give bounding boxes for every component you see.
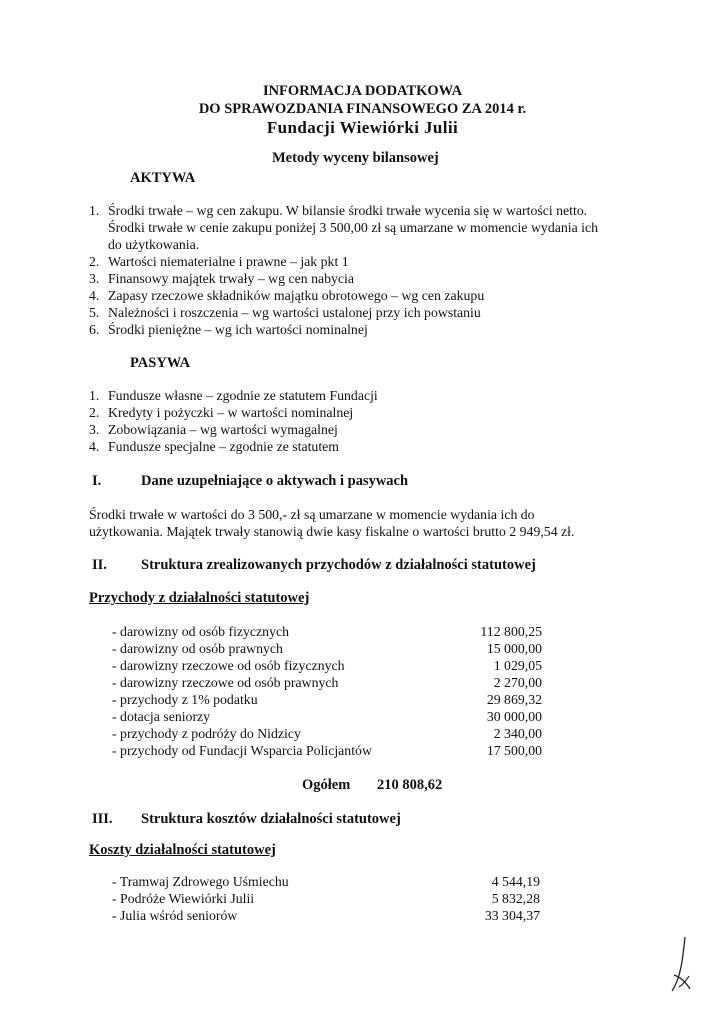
list-item-text: Środki trwałe – wg cen zakupu. W bilansie środki trwałe wycenia się w wartości netto. [108,203,588,218]
table-row-amount: 1 029,05 [493,658,542,673]
list-number: 1. [89,388,100,403]
list-item-text: Wartości niematerialne i prawne – jak pkt 1 [108,254,349,269]
handwritten-initial-mark [668,935,696,995]
section-1-title: Dane uzupełniające o aktywach i pasywach [141,473,409,489]
list-number: 3. [89,422,100,437]
pasywa-heading: PASYWA [130,355,191,371]
section-2-subheading: Przychody z działalności statutowej [89,590,310,606]
list-item-text: Należności i roszczenia – wg wartości ustalonej przy ich powstaniu [108,305,481,320]
doc-subtitle: Metody wyceny bilansowej [272,150,439,166]
table-row-label: - przychody od Fundacji Wsparcia Policjantów [112,743,372,758]
table-row-label: - darowizny rzeczowe od osób prawnych [112,675,339,690]
list-number: 1. [89,203,100,218]
list-item-text: Fundusze własne – zgodnie ze statutem Fundacji [108,388,378,403]
table-row-label: - dotacja seniorzy [112,709,211,724]
section-3-title: Struktura kosztów działalności statutowej [141,811,401,827]
table-row-label: - darowizny od osób fizycznych [112,624,290,639]
list-number: 6. [89,322,100,337]
table-row-label: - przychody z podróży do Nidzicy [112,726,301,741]
table-row-amount: 29 869,32 [486,692,542,707]
table-row-amount: 30 000,00 [486,709,542,724]
section-1-number: I. [92,473,102,489]
section-2-title: Struktura zrealizowanych przychodów z działalności statutowej [141,557,536,573]
section-1-paragraph-line: użytkowania. Majątek trwały stanowią dwie kasy fiskalne o wartości brutto 2 949,54 zł. [89,524,575,539]
list-item-text: Zapasy rzeczowe składników majątku obrotowego – wg cen zakupu [108,288,485,303]
revenue-total-label: Ogółem [302,777,351,793]
table-row-amount: 17 500,00 [486,743,542,758]
table-row-amount: 112 800,25 [480,624,542,639]
list-item-text: Zobowiązania – wg wartości wymagalnej [108,422,338,437]
list-item-text: Środki trwałe w cenie zakupu poniżej 3 500,00 zł są umarzane w momencie wydania ich [108,220,599,235]
list-item-text: Środki pieniężne – wg ich wartości nominalnej [108,322,368,337]
table-row-amount: 5 832,28 [491,891,540,906]
list-number: 4. [89,439,100,454]
table-row-amount: 4 544,19 [491,874,540,889]
table-row-amount: 2 270,00 [493,675,542,690]
table-row-label: - przychody z 1% podatku [112,692,258,707]
table-row-label: - Podróże Wiewiórki Julii [112,891,255,906]
table-row-amount: 33 304,37 [484,908,540,923]
table-row-amount: 15 000,00 [486,641,542,656]
list-number: 3. [89,271,100,286]
table-row-label: - darowizny rzeczowe od osób fizycznych [112,658,345,673]
section-3-subheading: Koszty działalności statutowej [89,842,276,858]
list-number: 2. [89,405,100,420]
section-1-paragraph-line: Środki trwałe w wartości do 3 500,- zł są umarzane w momencie wydania ich do [89,507,535,522]
list-item-text: Kredyty i pożyczki – w wartości nominalnej [108,405,354,420]
list-item-text: Fundusze specjalne – zgodnie ze statutem [108,439,340,454]
list-number: 5. [89,305,100,320]
list-number: 2. [89,254,100,269]
section-2-number: II. [92,557,107,573]
table-row-label: - Julia wśród seniorów [112,908,238,923]
list-number: 4. [89,288,100,303]
list-item-text: Finansowy majątek trwały – wg cen nabycia [108,271,354,286]
aktywa-heading: AKTYWA [130,170,196,186]
list-item-text: do użytkowania. [108,237,200,252]
doc-title-line2: DO SPRAWOZDANIA FINANSOWEGO ZA 2014 r. [198,101,527,117]
doc-title-foundation: Fundacji Wiewiórki Julii [266,118,459,137]
doc-title-line1: INFORMACJA DODATKOWA [262,83,463,99]
table-row-amount: 2 340,00 [493,726,542,741]
table-row-label: - darowizny od osób prawnych [112,641,283,656]
revenue-total-value: 210 808,62 [377,777,443,793]
table-row-label: - Tramwaj Zdrowego Uśmiechu [112,874,289,889]
section-3-number: III. [92,811,113,827]
